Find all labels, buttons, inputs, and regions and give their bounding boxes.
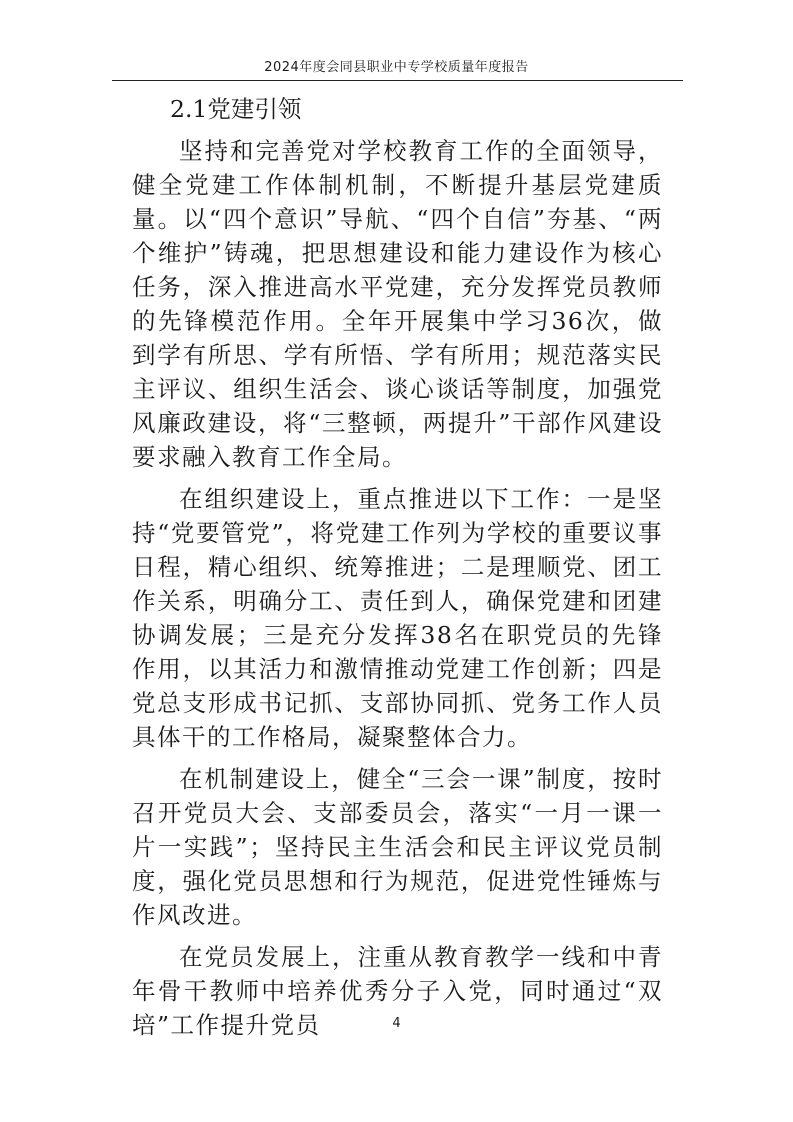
paragraph-party-leadership: 坚持和完善党对学校教育工作的全面领导，健全党建工作体制机制，不断提升基层党建质量。以“四个意识”导航、“四个自信”夯基、“两个维护”铸魂，把思想建设和能力建设作为核心任务，深入推进高水平党建，充分发挥党员教师的先锋模范作用。全年开展集中学习36次，做到学有所思、学有所悟、学有所用；规范落实民主评议、组织生活会、谈心谈话等制度，加强党风廉政建设，将“三整顿，两提升”干部作风建设要求融入教育工作全局。 <box>132 137 663 471</box>
running-header: 2024年度会同县职业中专学校质量年度报告 <box>264 60 529 75</box>
paragraph-member-development: 在党员发展上，注重从教育教学一线和中青年骨干教师中培养优秀分子入党，同时通过“双培”工作提升党员 <box>132 943 663 1039</box>
header-divider <box>112 80 683 81</box>
paragraph-mechanism-building: 在机制建设上，健全“三会一课”制度，按时召开党员大会、支部委员会，落实“一月一课一片一实践”；坚持民主生活会和民主评议党员制度，强化党员思想和行为规范，促进党性锤炼与作风改进。 <box>132 765 663 929</box>
paragraph-organization-building: 在组织建设上，重点推进以下工作：一是坚持“党要管党”，将党建工作列为学校的重要议事日程，精心组织、统筹推进；二是理顺党、团工作关系，明确分工、责任到人，确保党建和团建协调发展；三是充分发挥38名在职党员的先锋作用，以其活力和激情推动党建工作创新；四是党总支形成书记抓、支部协同抓、党务工作人员具体干的工作格局，凝聚整体合力。 <box>132 485 663 751</box>
page-body <box>132 92 663 1042</box>
page-number: 4 <box>392 1016 401 1031</box>
section-heading: 2.1党建引领 <box>170 95 302 123</box>
